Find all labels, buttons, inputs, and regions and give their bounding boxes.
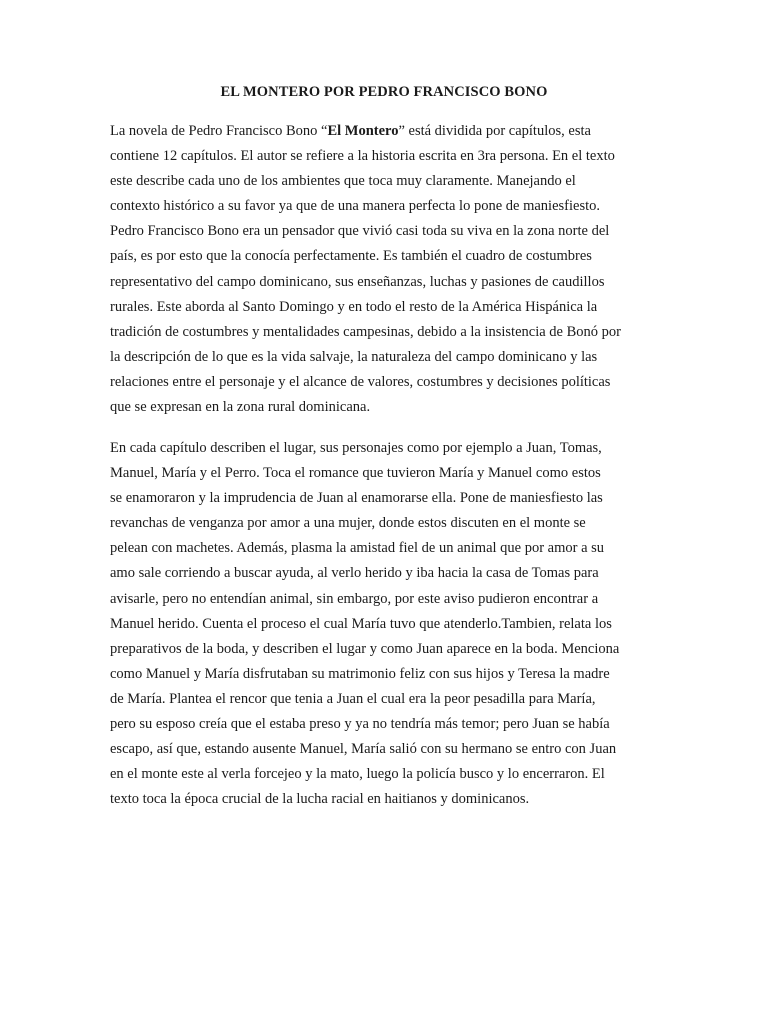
paragraph-1-line: contexto histórico a su favor ya que de una manera perfecta lo pone de maniesfiesto. bbox=[110, 198, 600, 215]
paragraph-2-line: preparativos de la boda, y describen el lugar y como Juan aparece en la boda. Menciona bbox=[110, 640, 620, 657]
paragraph-2-line: se enamoraron y la imprudencia de Juan al enamorarse ella. Pone de maniesfiesto las bbox=[110, 490, 603, 507]
novel-title-bold: El Montero bbox=[327, 123, 399, 139]
paragraph-2-line: Manuel, María y el Perro. Toca el romance que tuvieron María y Manuel como estos bbox=[110, 465, 601, 482]
paragraph-1-line: Pedro Francisco Bono era un pensador que vivió casi toda su viva en la zona norte del bbox=[110, 223, 610, 240]
document-title: EL MONTERO POR PEDRO FRANCISCO BONO bbox=[220, 84, 548, 100]
paragraph-1-intro-rest: ” está dividida por capítulos, esta bbox=[398, 123, 591, 139]
paragraph-1-line-1 bbox=[110, 119, 670, 144]
paragraph-2-line: en el monte este al verla forcejeo y la mato, luego la policía busco y lo encerraron. El bbox=[110, 766, 605, 783]
paragraph-1-intro-text: La novela de Pedro Francisco Bono “ bbox=[110, 123, 328, 139]
paragraph-2-line: amo sale corriendo a buscar ayuda, al verlo herido y iba hacia la casa de Tomas para bbox=[110, 565, 599, 582]
paragraph-2-line: Manuel herido. Cuenta el proceso el cual María tuvo que atenderlo.Tambien, relata los bbox=[110, 615, 612, 632]
paragraph-2-line: de María. Plantea el rencor que tenia a Juan el cual era la peor pesadilla para María, bbox=[110, 690, 596, 707]
paragraph-1-line: rurales. Este aborda al Santo Domingo y en todo el resto de la América Hispánica la bbox=[110, 298, 598, 315]
paragraph-2-line: revanchas de venganza por amor a una mujer, donde estos discuten en el monte se bbox=[110, 515, 586, 532]
paragraph-2-line: pelean con machetes. Además, plasma la amistad fiel de un animal que por amor a su bbox=[110, 540, 605, 557]
paragraph-1-line: contiene 12 capítulos. El autor se refiere a la historia escrita en 3ra persona. En el texto bbox=[110, 148, 615, 165]
paragraph-2-line: escapo, así que, estando ausente Manuel, María salió con su hermano se entro con Juan bbox=[110, 741, 617, 758]
paragraph-1-line: la descripción de lo que es la vida salvaje, la naturaleza del campo dominicano y las bbox=[110, 348, 598, 365]
paragraph-2-line: texto toca la época crucial de la lucha racial en haitianos y dominicanos. bbox=[110, 791, 530, 808]
paragraph-2-line: En cada capítulo describen el lugar, sus personajes como por ejemplo a Juan, Tomas, bbox=[110, 440, 602, 456]
paragraph-1-line: tradición de costumbres y mentalidades campesinas, debido a la insistencia de Bonó por bbox=[110, 323, 621, 340]
paragraph-1-line: país, es por esto que la conocía perfectamente. Es también el cuadro de costumbres bbox=[110, 248, 592, 265]
paragraph-1 bbox=[110, 119, 670, 420]
paragraph-1-line: relaciones entre el personaje y el alcance de valores, costumbres y decisiones políticas bbox=[110, 373, 611, 390]
paragraph-2 bbox=[110, 436, 670, 812]
paragraph-1-line: que se expresan en la zona rural dominicana. bbox=[110, 399, 371, 416]
paragraph-2-line: avisarle, pero no entendían animal, sin embargo, por este aviso pudieron encontrar a bbox=[110, 590, 599, 607]
paragraph-2-line: como Manuel y María disfrutaban su matrimonio feliz con sus hijos y Teresa la madre bbox=[110, 665, 610, 682]
paragraph-1-line: representativo del campo dominicano, sus enseñanzas, luchas y pasiones de caudillos bbox=[110, 273, 605, 290]
paragraph-2-line: pero su esposo creía que el estaba preso y ya no tendría más temor; pero Juan se había bbox=[110, 716, 610, 733]
paragraph-1-line: este describe cada uno de los ambientes que toca muy claramente. Manejando el bbox=[110, 173, 576, 190]
